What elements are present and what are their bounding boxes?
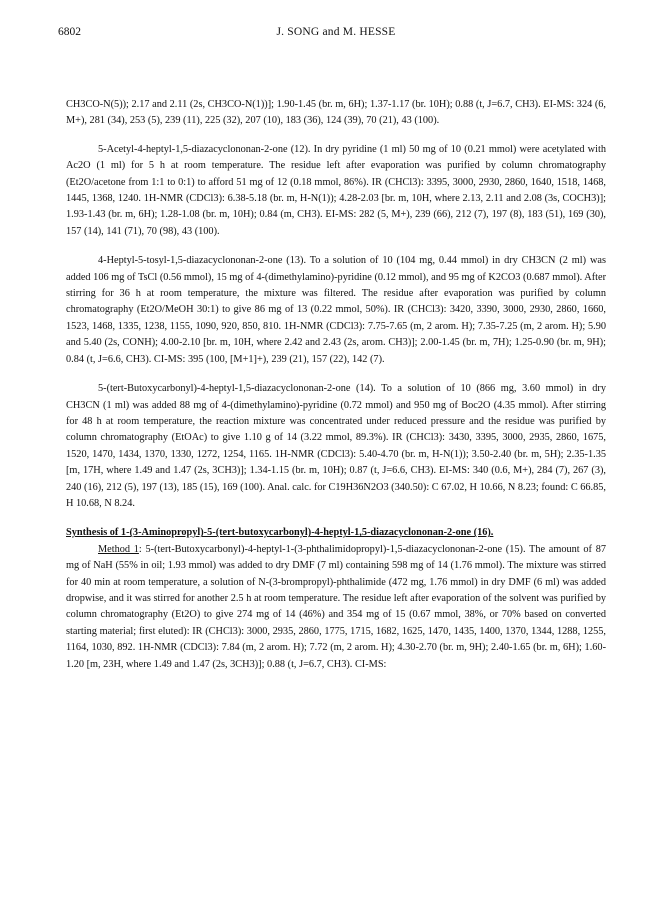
running-head: J. SONG and M. HESSE <box>276 26 396 38</box>
page-number: 6802 <box>58 26 81 38</box>
paragraph-continuation: CH3CO-N(5)); 2.17 and 2.11 (2s, CH3CO-N(1))]; 1.90-1.45 (br. m, 6H); 1.37-1.17 (br. 10H); 0.88 (t, J=6.7, CH3). EI-MS: 324 (6, M+), 281 (34), 253 (5), 239 (11), 225 (32), 207 (10), 183 (36), 124 (39), 70 (21), 43 (100). <box>66 99 606 127</box>
page-header <box>58 26 614 42</box>
section-title: Synthesis of 1-(3-Aminopropyl)-5-(tert-butoxycarbonyl)-4-heptyl-1,5-diazacyclononan-2-one (16). <box>66 527 494 539</box>
paragraph-compound-12: 5-Acetyl-4-heptyl-1,5-diazacyclononan-2-one (12). In dry pyridine (1 ml) 50 mg of 10 (0.21 mmol) were acetylated with Ac2O (1 ml) for 5 h at room temperature. The residue left after evaporation was purified by column chromatography (Et2O/acetone from 1:1 to 0:1) to afford 51 mg of 12 (0.18 mmol, 86%). IR (CHCl3): 3395, 3000, 2930, 2860, 1640, 1518, 1468, 1445, 1368, 1240. 1H-NMR (CDCl3): 6.38-5.18 (br. m, H-N(1)); 4.28-2.03 [br. m, 10H, where 2.13, 2.11 and 2.08 (3s, COCH3)]; 1.93-1.43 (br. m, 6H); 1.28-1.08 (br. m, 10H); 0.84 (m, CH3). EI-MS: 282 (5, M+), 239 (66), 212 (7), 197 (8), 183 (51), 169 (30), 157 (14), 141 (71), 70 (98), 43 (100). <box>66 143 606 237</box>
paragraph-compound-14: 5-(tert-Butoxycarbonyl)-4-heptyl-1,5-diazacyclononan-2-one (14). To a solution of 10 (866 mg, 3.60 mmol) in dry CH3CN (1 ml) was added 88 mg of 4-(dimethylamino)-pyridine (0.72 mmol) and 950 mg of Boc2O (4.35 mmol). After stirring for 48 h at room temperature, the reaction mixture was concentrated under reduced pressure and the residue was purified by column chromatography (EtOAc) to give 1.10 g of 14 (3.22 mmol, 89.3%). IR (CHCl3): 3430, 3395, 3000, 2935, 2860, 1675, 1520, 1470, 1434, 1370, 1330, 1272, 1254, 1165. 1H-NMR (CDCl3): 5.40-4.70 (br. m, H-N(1)); 3.50-2.40 (br. m, 5H); 2.35-1.35 [m, 17H, where 1.49 and 1.47 (2s, 3CH3)]; 1.34-1.15 (br. m, 10H); 0.87 (t, J=6.6, CH3). EI-MS: 340 (0.6, M+), 284 (7), 267 (3), 240 (16), 212 (5), 197 (13), 185 (15), 169 (100). Anal. calc. for C19H36N2O3 (340.50): C 67.02, H 10.66, N 8.23; found: C 66.85, H 10.68, N 8.24. <box>66 383 606 509</box>
paragraph-method-1 <box>66 542 606 673</box>
body-text <box>66 97 606 686</box>
method-1-text: : 5-(tert-Butoxycarbonyl)-4-heptyl-1-(3-phthalimidopropyl)-1,5-diazacyclononan-2-one (15). The amount of 87 mg of NaH (55% in oil; 1.93 mmol) was added to dry DMF (7 ml) containing 598 mg of 14 (1.76 mmol). The mixture was stirred for 40 min at room temperature, a solution of N-(3-brompropyl)-phthalimide (472 mg, 1.76 mmol) in dry DMF (6 ml) was added dropwise, and it was stirred for another 2.5 h at room temperature. The residue left after evaporation of the solvent was purified by column chromatography (Et2O) to give 274 mg of 14 (46%) and 354 mg of 15 (0.67 mmol, 38%, or 70% based on converted starting material; first eluted): IR (CHCl3): 3000, 2935, 2860, 1775, 1715, 1682, 1625, 1470, 1435, 1400, 1370, 1344, 1288, 1255, 1164, 1030, 892. 1H-NMR (CDCl3): 7.84 (m, 2 arom. H); 7.72 (m, 2 arom. H); 4.30-2.70 (br. m, 9H); 2.40-1.65 (br. m, 6H); 1.60-1.20 [m, 23H, where 1.49 and 1.47 (2s, 3CH3)]; 0.88 (t, J=6.7, CH3). CI-MS: <box>66 543 606 670</box>
method-label: Method 1 <box>98 543 139 555</box>
paragraph-compound-13: 4-Heptyl-5-tosyl-1,5-diazacyclononan-2-one (13). To a solution of 10 (104 mg, 0.44 mmol) in dry CH3CN (2 ml) was added 106 mg of TsCl (0.56 mmol), 15 mg of 4-(dimethylamino)-pyridine (0.12 mmol), and 95 mg of K2CO3 (0.687 mmol). After stirring for 36 h at room temperature, the mixture was filtered. The residue after evaporation was purified by column chromatography (Et2O/MeOH 30:1) to give 86 mg of 13 (0.22 mmol, 50%). IR (CHCl3): 3420, 3390, 3000, 2930, 2860, 1660, 1523, 1468, 1335, 1238, 1155, 1090, 920, 850, 810. 1H-NMR (CDCl3): 7.75-7.65 (m, 2 arom. H); 7.35-7.25 (m, 2 arom. H); 5.90 and 5.40 (2s, CONH); 4.00-2.10 [br. m, 10H, where 2.42 and 2.43 (2s, arom. CH3)]; 2.00-1.45 (br. m, 7H); 1.25-0.90 (br. m, 9H); 0.84 (t, J=6.6, CH3). CI-MS: 395 (100, [M+1]+), 239 (21), 157 (22), 142 (7). <box>66 255 606 365</box>
